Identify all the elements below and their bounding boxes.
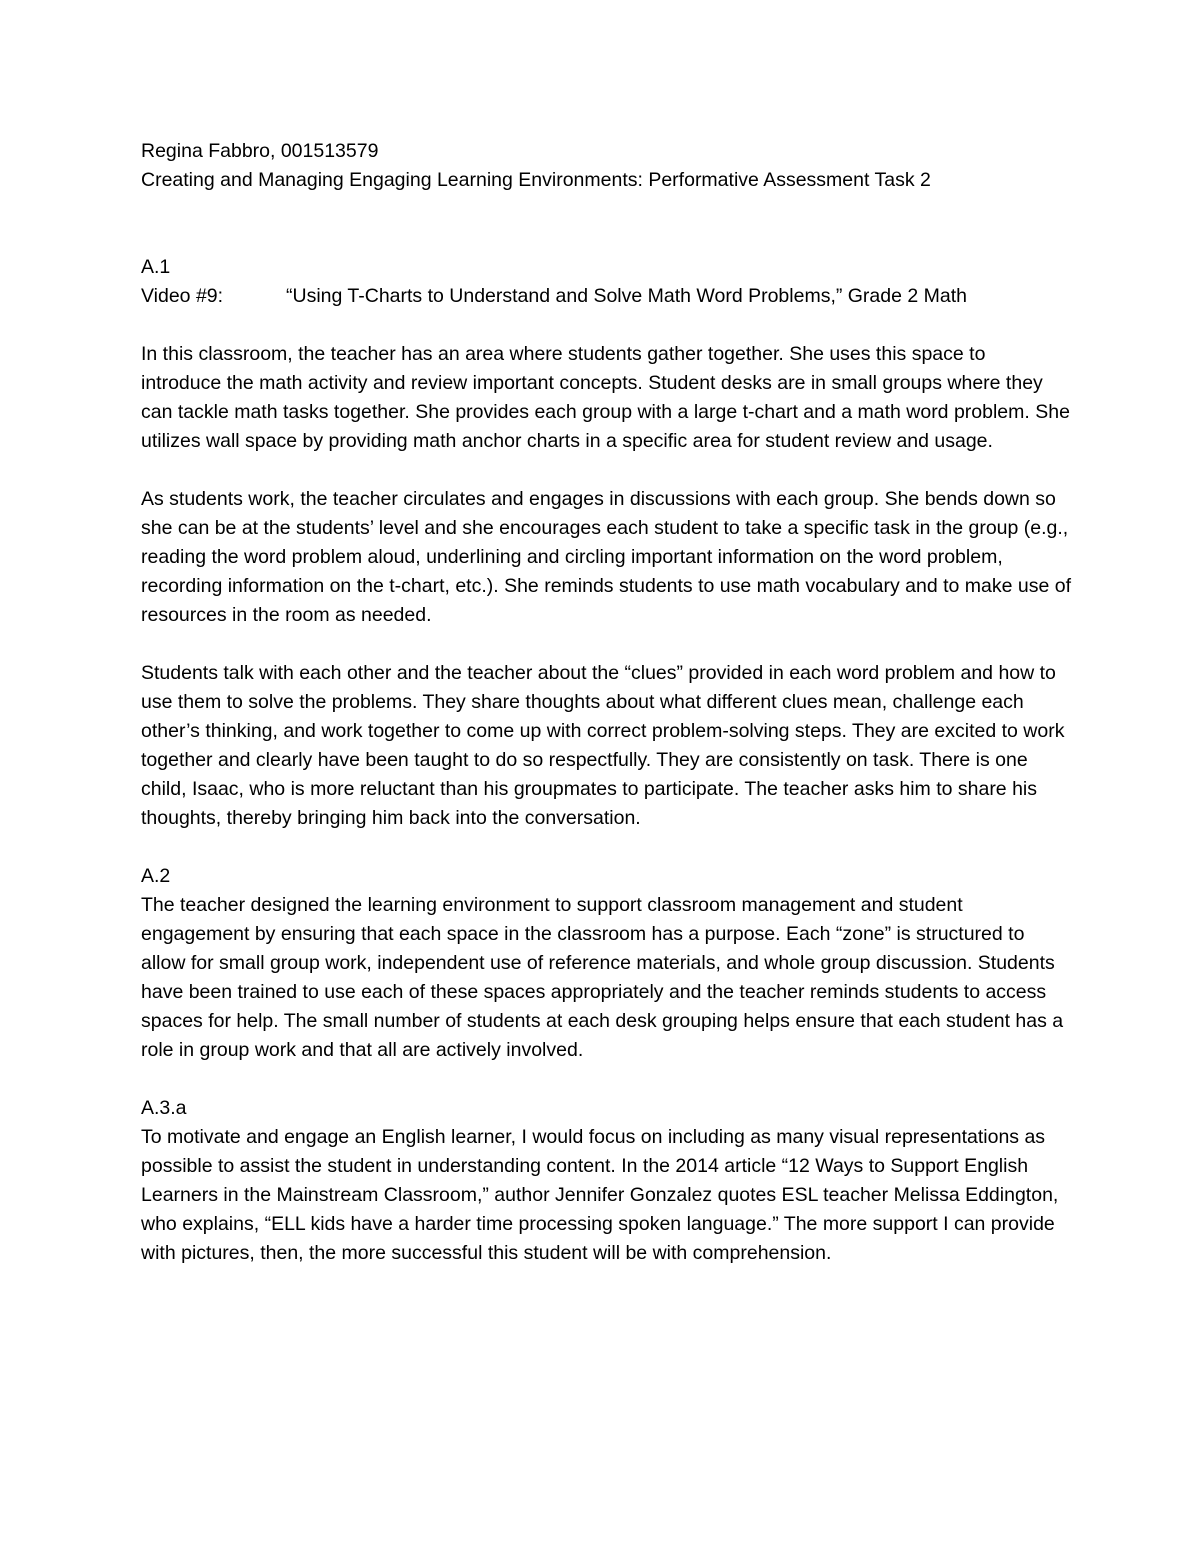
- section-heading-a1: A.1: [141, 256, 171, 278]
- author-line: Regina Fabbro, 001513579: [141, 140, 379, 162]
- section-a3a: [141, 1094, 1071, 1268]
- course-title: Creating and Managing Engaging Learning Environments: Performative Assessment Task 2: [141, 169, 931, 191]
- spacer: [141, 630, 1071, 659]
- spacer: [141, 456, 1071, 485]
- paragraph-a2: The teacher designed the learning environment to support classroom management and student engagement by ensuring that each space in the classroom has a purpose. Each “zone” is structured to allow for small group work, independent use of reference materials, and whole group discussion. Students have been trained to use each of these spaces appropriately and the teacher reminds students to access spaces for help. The small number of students at each desk grouping helps ensure that each student has a role in group work and that all are actively involved.: [141, 894, 1064, 1061]
- spacer: [141, 833, 1071, 862]
- spacer: [141, 195, 1071, 253]
- paragraph-a1-2: As students work, the teacher circulates and engages in discussions with each group. She bends down so she can be at the students’ level and she encourages each student to take a specific task in the group (e.g., reading the word problem aloud, underlining and circling important information on the word problem, recording information on the t-chart, etc.). She reminds students to use math vocabulary and to make use of resources in the room as needed.: [141, 488, 1071, 626]
- document-page: [141, 137, 1071, 1268]
- video-label: Video #9:: [141, 285, 224, 307]
- section-a2: [141, 862, 1071, 1065]
- paragraph-a1-3: Students talk with each other and the teacher about the “clues” provided in each word problem and how to use them to solve the problems. They share thoughts about what different clues mean, challenge each other’s thinking, and work together to come up with correct problem-solving steps. They are excited to work together and clearly have been taught to do so respectfully. They are consistently on task. There is one child, Isaac, who is more reluctant than his groupmates to participate. The teacher asks him to share his thoughts, thereby bringing him back into the conversation.: [141, 662, 1065, 829]
- paragraph-a3a: To motivate and engage an English learner, I would focus on including as many visual representations as possible to assist the student in understanding content. In the 2014 article “12 Ways to Support English Learners in the Mainstream Classroom,” author Jennifer Gonzalez quotes ESL teacher Melissa Eddington, who explains, “ELL kids have a harder time processing spoken language.” The more support I can provide with pictures, then, the more successful this student will be with comprehension.: [141, 1126, 1059, 1264]
- section-heading-a3a: A.3.a: [141, 1097, 187, 1119]
- spacer: [141, 311, 1071, 340]
- video-reference: [141, 282, 1071, 311]
- section-heading-a2: A.2: [141, 865, 171, 887]
- paragraph-a1-1: In this classroom, the teacher has an area where students gather together. She uses this space to introduce the math activity and review important concepts. Student desks are in small groups where they can tackle math tasks together. She provides each group with a large t-chart and a math word problem. She utilizes wall space by providing math anchor charts in a specific area for student review and usage.: [141, 343, 1070, 452]
- spacer: [141, 1065, 1071, 1094]
- section-a1: [141, 253, 1071, 833]
- video-title: “Using T-Charts to Understand and Solve Math Word Problems,” Grade 2 Math: [286, 285, 967, 307]
